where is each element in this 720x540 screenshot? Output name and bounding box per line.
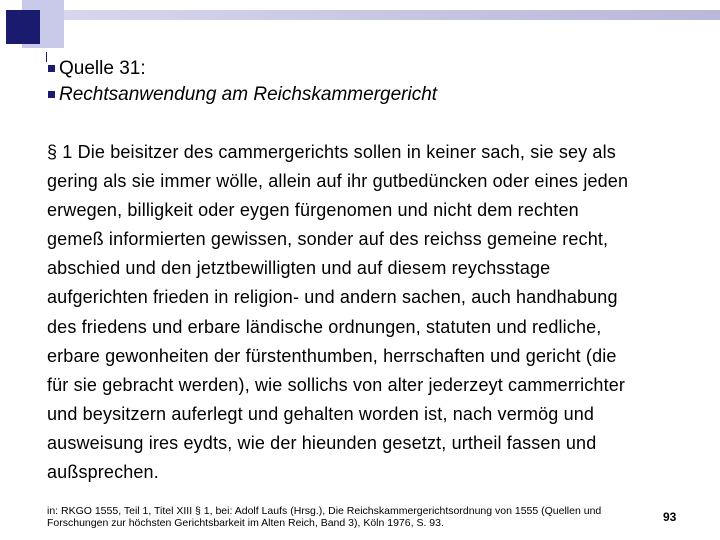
text-line: aufgerichten frieden in religion- und andern sachen, auch handhabung — [47, 287, 618, 308]
subtitle-heading — [48, 84, 437, 106]
page-number: 93 — [663, 510, 677, 524]
decor-navy-square — [6, 10, 40, 44]
citation-line: in: RKGO 1555, Teil 1, Titel XIII § 1, bei: Adolf Laufs (Hrsg.), Die Reichskammergerichtsordnung von 1555 (Quellen und — [47, 505, 602, 517]
decor-vertical-line — [46, 52, 47, 62]
text-line: erwegen, billigkeit oder eygen fürgenomen und nicht dem rechten — [47, 200, 579, 221]
text-line: erbare gewonheiten der fürstenthumben, herrschaften und gericht (die — [47, 345, 617, 366]
text-line: abschied und den jetztbewilligten und auf diesem reychsstage — [47, 258, 551, 279]
text-line: gering als sie immer wölle, allein auf ihr gutbedüncken oder eines jeden — [47, 171, 629, 192]
text-line: außsprechen. — [47, 462, 159, 483]
bullet-square-icon — [48, 65, 55, 72]
decor-top-bar — [64, 10, 720, 20]
quotation-text — [47, 138, 692, 487]
bullet-square-icon — [48, 91, 55, 98]
citation-footer — [47, 505, 667, 529]
text-line: für sie gebracht werden), wie sollichs von alter jederzeyt cammerrichter — [47, 374, 626, 395]
subtitle: Rechtsanwendung am Reichskammergericht — [59, 84, 438, 105]
text-line: und beysitzern auferlegt und gehalten worden ist, nach vermög und — [47, 403, 595, 424]
text-line: ausweisung ires eydts, wie der hieunden gesetzt, urtheil fassen und — [47, 432, 597, 453]
text-line: § 1 Die beisitzer des cammergerichts sollen in keiner sach, sie sey als — [47, 142, 616, 162]
source-label: Quelle 31: — [59, 58, 146, 79]
text-line: gemeß informierten gewissen, sonder auf des reichss gemeine recht, — [47, 229, 609, 250]
citation-line: Forschungen zur höchsten Gerichtsbarkeit im Alten Reich, Band 3), Köln 1976, S. 93. — [47, 517, 444, 529]
source-heading — [48, 58, 146, 80]
text-line: des friedens und erbare ländische ordnungen, statuten und redliche, — [47, 316, 602, 337]
